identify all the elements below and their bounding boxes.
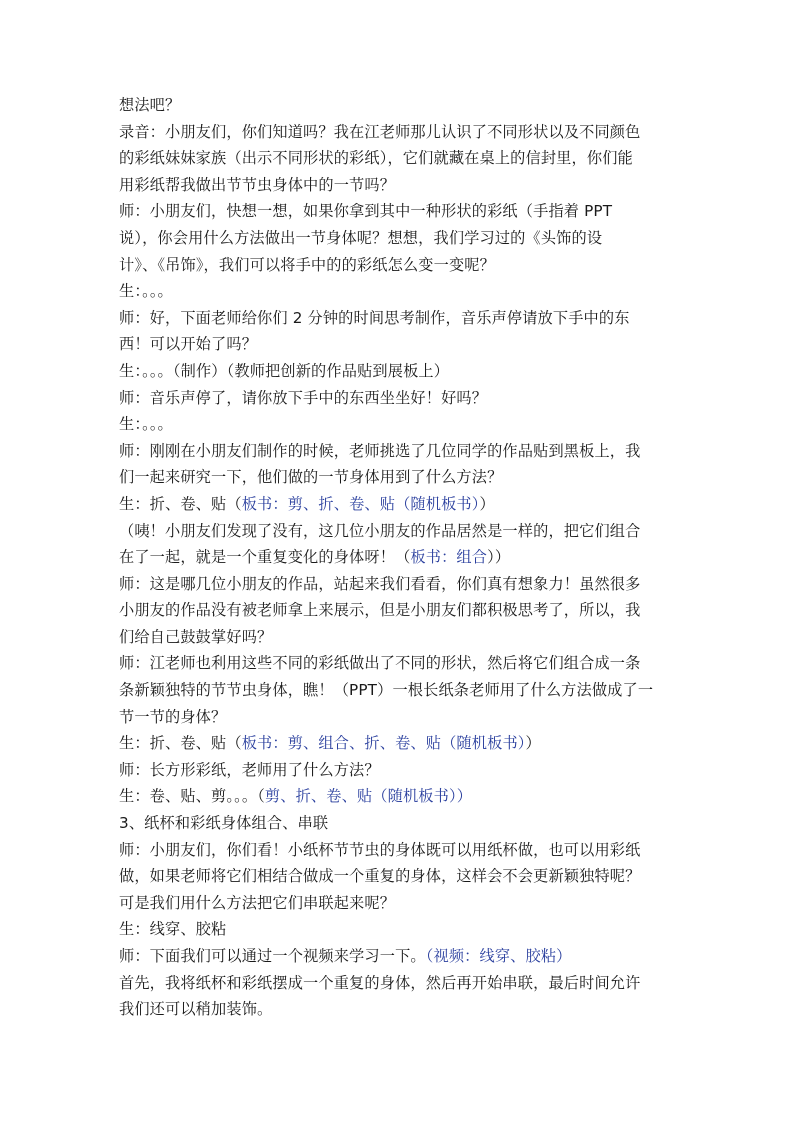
text-line: 生：线穿、胶粘 <box>119 920 227 939</box>
text-line: 节一节的身体？ <box>119 707 227 726</box>
text-segment: 在了一起，就是一个重复变化的身体呀！（ <box>119 548 411 567</box>
blackboard-note: 剪、折、卷、贴（随机板书） <box>264 787 457 806</box>
text-segment: 生：卷、贴、剪。。。（ <box>119 787 265 806</box>
text-line: 我们还可以稍加装饰。 <box>119 1000 273 1019</box>
blackboard-note: 板书：组合 <box>410 548 488 567</box>
text-line: 的彩纸妹妹家族（出示不同形状的彩纸），它们就藏在桌上的信封里，你们能 <box>119 149 633 168</box>
video-note: （视频：线穿、胶粘） <box>425 947 572 965</box>
text-line: （咦！小朋友们发现了没有，这几位小朋友的作品居然是一样的，把它们组合 <box>119 521 641 540</box>
text-line: 师：小朋友们，快想一想，如果你拿到其中一种形状的彩纸（手指着 PPT <box>119 202 613 221</box>
text-line <box>119 544 679 571</box>
text-line <box>119 783 679 810</box>
text-line: 西！可以开始了吗？ <box>119 335 258 354</box>
section-heading: 3、纸杯和彩纸身体组合、串联 <box>119 814 329 833</box>
text-line <box>119 943 679 970</box>
text-line: 说），你会用什么方法做出一节身体呢？想想，我们学习过的《头饰的设 <box>119 228 603 247</box>
text-line: 师：小朋友们，你们看！小纸杯节节虫的身体既可以用纸杯做，也可以用彩纸 <box>119 840 641 859</box>
text-line: 用彩纸帮我做出节节虫身体中的一节吗？ <box>119 175 396 194</box>
text-line <box>119 491 679 518</box>
text-line: 师：这是哪几位小朋友的作品，站起来我们看看，你们真有想象力！虽然很多 <box>119 574 641 593</box>
text-line: 做，如果老师将它们相结合做成一个重复的身体，这样会不会更新颖独特呢？ <box>119 867 641 886</box>
text-line: 们一起来研究一下，他们做的一节身体用到了什么方法？ <box>119 468 503 487</box>
text-line: 小朋友的作品没有被老师拿上来展示，但是小朋友们都积极思考了，所以，我 <box>119 601 641 620</box>
text-segment: 生：折、卷、贴（ <box>119 494 242 513</box>
text-line: 生：。。。 <box>119 415 173 434</box>
text-line: 录音：小朋友们，你们知道吗？我在江老师那儿认识了不同形状以及不同颜色 <box>119 122 641 141</box>
text-segment: 生：折、卷、贴（ <box>119 734 242 753</box>
text-segment: 师：下面我们可以通过一个视频来学习一下。 <box>119 947 426 965</box>
document-body <box>119 92 679 1023</box>
text-line: 师：音乐声停了，请你放下手中的东西坐坐好！好吗？ <box>119 388 488 407</box>
blackboard-note: 板书：剪、折、卷、贴（随机板书） <box>241 494 480 513</box>
text-line: 们给自己鼓鼓掌好吗？ <box>119 627 273 646</box>
text-line: 计》、《吊饰》，我们可以将手中的的彩纸怎么变一变呢？ <box>119 255 495 274</box>
text-segment: ） <box>525 734 541 753</box>
text-line: 生：。。。（制作）（教师把创新的作品贴到展板上） <box>119 361 450 380</box>
blackboard-note: 板书：剪、组合、折、卷、贴（随机板书） <box>241 734 526 753</box>
text-line <box>119 730 679 757</box>
text-segment: ）） <box>487 548 511 567</box>
text-line: 生：。。。 <box>119 282 173 301</box>
text-segment: ） <box>479 494 495 513</box>
text-line: 首先，我将纸杯和彩纸摆成一个重复的身体，然后再开始串联，最后时间允许 <box>119 973 641 992</box>
text-line: 师：好，下面老师给你们 2 分钟的时间思考制作，音乐声停请放下手中的东 <box>119 308 630 327</box>
text-line: 师：江老师也利用这些不同的彩纸做出了不同的形状，然后将它们组合成一条 <box>119 654 641 673</box>
text-line: 想法吧？ <box>119 96 181 114</box>
text-line: 师：刚刚在小朋友们制作的时候，老师挑选了几位同学的作品贴到黑板上，我 <box>119 441 641 460</box>
text-line: 师：长方形彩纸，老师用了什么方法？ <box>119 760 380 779</box>
text-line: 条新颖独特的节节虫身体，瞧！（PPT）一根长纸条老师用了什么方法做成了一 <box>119 681 654 700</box>
text-segment: ） <box>456 787 473 806</box>
text-line: 可是我们用什么方法把它们串联起来呢？ <box>119 893 396 912</box>
